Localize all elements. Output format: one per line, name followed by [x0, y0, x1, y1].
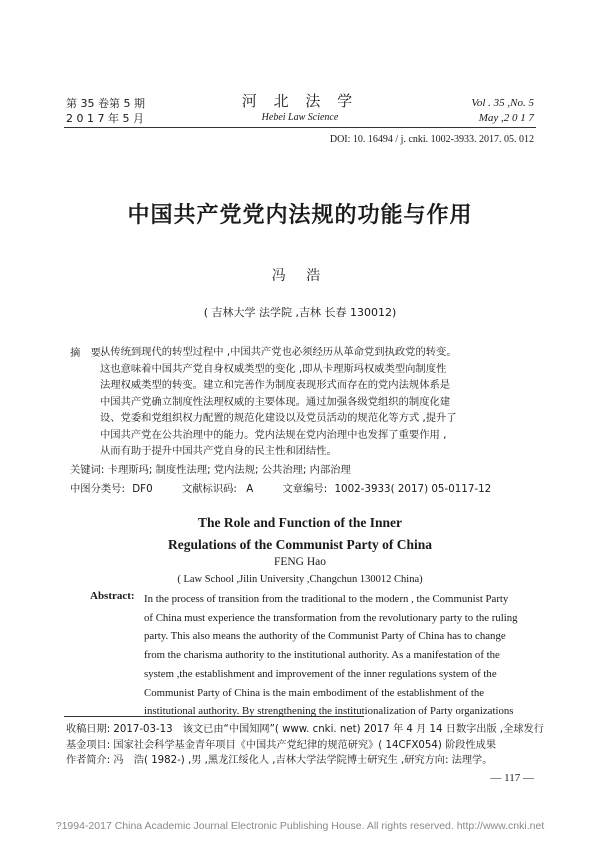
abstract-cn-line: 法理权威类型的转变。建立和完善作为制度表现形式而存在的党内法规体系是	[100, 379, 451, 391]
abstract-en-line: institutional authority. By strengthening the institutionalization of Party organizations	[144, 705, 514, 718]
issue-info-en	[471, 96, 534, 126]
abstract-en-label: Abstract:	[90, 590, 135, 602]
abstract-en	[144, 590, 536, 721]
affiliation-en: ( Law School ,Jilin University ,Changchun 130012 China)	[177, 574, 423, 585]
footnote	[66, 722, 544, 769]
header-rule	[64, 127, 536, 128]
article-title-cn: 中国共产党党内法规的功能与作用	[127, 203, 473, 228]
author-name-cn: 冯 浩	[271, 268, 329, 284]
copyright-notice: ?1994-2017 China Academic Journal Electronic Publishing House. All rights reserved. http://www.cnki.net	[55, 820, 545, 832]
abstract-en-line: system ,the establishment and improvement of the inner regulations system of the	[144, 667, 497, 680]
received-date: 收稿日期: 2017-03-13 该文已由“中国知网”( www. cnki. net) 2017 年 4 月 14 日数字出版 ,全球发行	[66, 724, 544, 735]
abstract-cn-line: 从而有助于提升中国共产党自身的民主性和团结性。	[100, 445, 337, 457]
article-title-en	[0, 512, 600, 556]
article-number-label: 文章编号:	[282, 483, 328, 495]
abstract-en-line: In the process of transition from the traditional to the modern , the Communist Party	[144, 593, 509, 605]
abstract-en-line: of China must experience the transformation from the revolutionary party to the ruling	[144, 611, 518, 624]
affiliation-cn: ( 吉林大学 法学院 ,吉林 长春 130012)	[203, 306, 397, 319]
issue-volume-en: Vol . 35 ,No. 5	[471, 97, 534, 109]
abstract-en-line: from the charisma authority to the institutional authority. As a manifestation of the	[144, 649, 500, 662]
issue-date-en: May ,2 0 1 7	[478, 112, 534, 124]
journal-name-cn: 河 北 法 学	[241, 92, 359, 110]
clc-value: DF0	[132, 483, 153, 495]
abstract-cn-line: 设、党委和党组织权力配置的规范化建设以及党员活动的规范化等方式 ,提升了	[100, 412, 457, 424]
classification-line	[70, 480, 491, 495]
keywords-label: 关键词:	[70, 464, 105, 476]
article-title-en-line: Regulations of the Communist Party of China	[167, 537, 432, 552]
abstract-cn	[100, 344, 536, 460]
keywords-text: 卡理斯玛; 制度性法理; 党内法规; 公共治理; 内部治理	[107, 464, 351, 476]
footnote-rule	[64, 716, 364, 717]
journal-name-en: Hebei Law Science	[261, 112, 339, 123]
doc-code-value: A	[246, 483, 254, 495]
issue-volume: 第 35 卷第 5 期	[66, 97, 145, 110]
author-name-en: FENG Hao	[273, 556, 327, 568]
author-bio: 作者简介: 冯 浩( 1982-) ,男 ,黑龙江绥化人 ,吉林大学法学院博士研究生 ,研究方向: 法理学。	[66, 755, 493, 766]
keywords	[70, 461, 351, 476]
abstract-cn-line: 这也意味着中国共产党自身权威类型的变化 ,即从卡理斯玛权威类型向制度性	[100, 362, 447, 375]
fund-project: 基金项目: 国家社会科学基金青年项目《中国共产党纪律的规范研究》( 14CFX054) 阶段性成果	[66, 739, 497, 751]
article-number-value: 1002-3933( 2017) 05-0117-12	[334, 483, 492, 495]
article-title-en-line: The Role and Function of the Inner	[197, 515, 403, 530]
abstract-cn-line: 中国共产党确立制度性法理权威的主要体现。通过加强各级党组织的制度化建	[100, 395, 451, 408]
page-number: — 117 —	[490, 772, 534, 784]
abstract-en-line: party. This also means the authority of the Communist Party of China has to change	[144, 630, 506, 643]
clc-label: 中图分类号:	[70, 483, 125, 495]
abstract-cn-label: 摘 要:	[70, 347, 105, 359]
doc-code-label: 文献标识码:	[181, 483, 237, 495]
doi: DOI: 10. 16494 / j. cnki. 1002-3933. 2017. 05. 012	[329, 134, 534, 145]
abstract-en-line: Communist Party of China is the main embodiment of the establishment of the	[144, 686, 485, 699]
abstract-cn-line: 从传统到现代的转型过程中 ,中国共产党也必须经历从革命党到执政党的转变。	[100, 346, 457, 358]
issue-date: 2 0 1 7 年 5 月	[66, 112, 144, 125]
abstract-cn-line: 中国共产党在公共治理中的能力。党内法规在党内治理中也发挥了重要作用 ,	[100, 428, 447, 441]
